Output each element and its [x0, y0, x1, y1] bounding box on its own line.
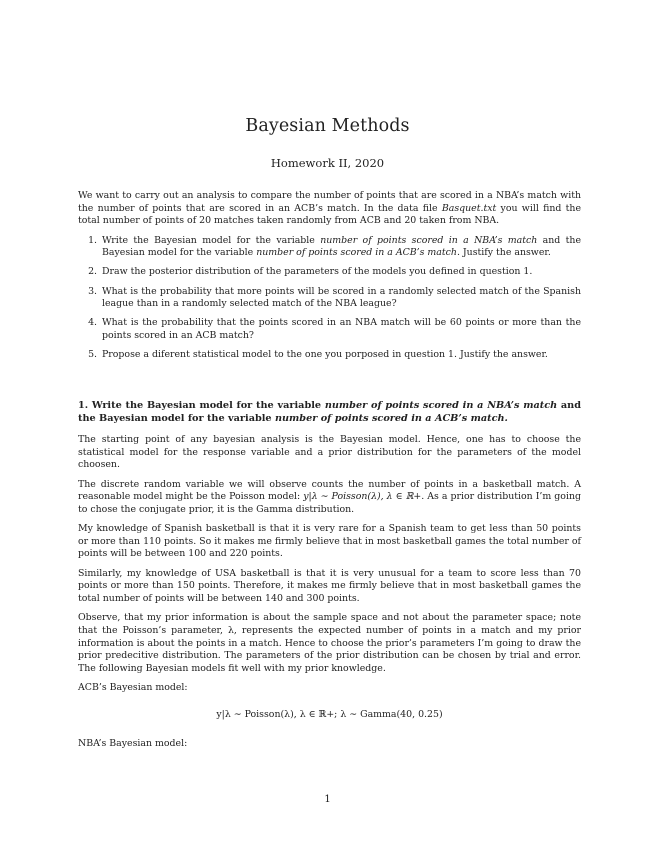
page-number: 1: [324, 794, 331, 805]
paragraph-poisson-model: The discrete random variable we will observe counts the number of points in a basketball match. A reasonable model might be the Poisson model: y|λ ∼ Poisson(λ), λ ∈ ℝ+. As a prior distribution I’m going to chose the conjugate prior, it is the Gamma distribution.: [78, 478, 581, 515]
data-filename: Basquet.txt: [441, 202, 497, 214]
question-1: 1. Write the Bayesian model for the variable number of points scored in a NBA’s match and the Bayesian model for the variable number of points scored in a ACB’s match. Justify the answer.: [100, 235, 581, 260]
acb-model-label: ACB’s Bayesian model:: [78, 682, 188, 694]
question-5: 5. Propose a diferent statistical model to the one you porposed in question 1. Justify the answer.: [100, 349, 581, 362]
page-title: Bayesian Methods: [245, 116, 410, 136]
question-2: 2. Draw the posterior distribution of the parameters of the models you defined in question 1.: [100, 266, 581, 279]
section-heading-1: 1. Write the Bayesian model for the variable number of points scored in a NBA’s match and the Bayesian model for the variable number of points scored in a ACB’s match.: [78, 399, 582, 424]
acb-model-formula: y|λ ∼ Poisson(λ), λ ∈ ℝ+; λ ∼ Gamma(40, 0.25): [216, 708, 443, 720]
question-list: [78, 235, 581, 362]
paragraph-bayesian-model: The starting point of any bayesian analysis is the Bayesian model. Hence, one has to choose the statistical model for the response variable and a prior distribution for the parameters of the model choosen.: [78, 434, 581, 471]
nba-model-label: NBA’s Bayesian model:: [78, 738, 188, 750]
page-subtitle: Homework II, 2020: [270, 156, 385, 170]
paragraph-usa-knowledge: Similarly, my knowledge of USA basketball is that it is very unusual for a team to score less than 70 points or more than 150 points. Therefore, it makes me firmly believe that in most basketball games the total number of points will be between 140 and 300 points.: [78, 567, 581, 605]
paragraph-spanish-knowledge: My knowledge of Spanish basketball is that it is very rare for a Spanish team to get less than 50 points or more than 110 points. So it makes me firmly believe that in most basketball games the total number of points will be between 100 and 220 points.: [78, 523, 581, 560]
question-3: 3. What is the probability that more points will be scored in a randomly selected match of the Spanish league than in a randomly selected match of the NBA league?: [100, 286, 581, 311]
intro-paragraph: We want to carry out an analysis to compare the number of points that are scored in a NBA’s match with the number of points that are scored in an ACB’s match. In the data file Basquet.txt you will find the total number of points of 20 matches taken randomly from ACB and 20 taken from NBA.: [78, 190, 581, 227]
question-4: 4. What is the probability that the points scored in an NBA match will be 60 points or more than the points scored in an ACB match?: [100, 317, 581, 342]
paragraph-prior-information: Observe, that my prior information is about the sample space and not about the parameter space; note that the Poisson’s parameter, λ, represents the expected number of points in a match and my prior information is about the points in a match. Hence to choose the prior’s parameters I’m going to draw the prior predecitive distribution. The parameters of the prior distribution can be chosen by trial and error. The following Bayesian models fit well with my prior knowledge.: [78, 612, 581, 674]
inline-formula: y|λ ∼ Poisson(λ), λ ∈ ℝ+.: [303, 491, 425, 503]
document-body: [78, 190, 581, 758]
